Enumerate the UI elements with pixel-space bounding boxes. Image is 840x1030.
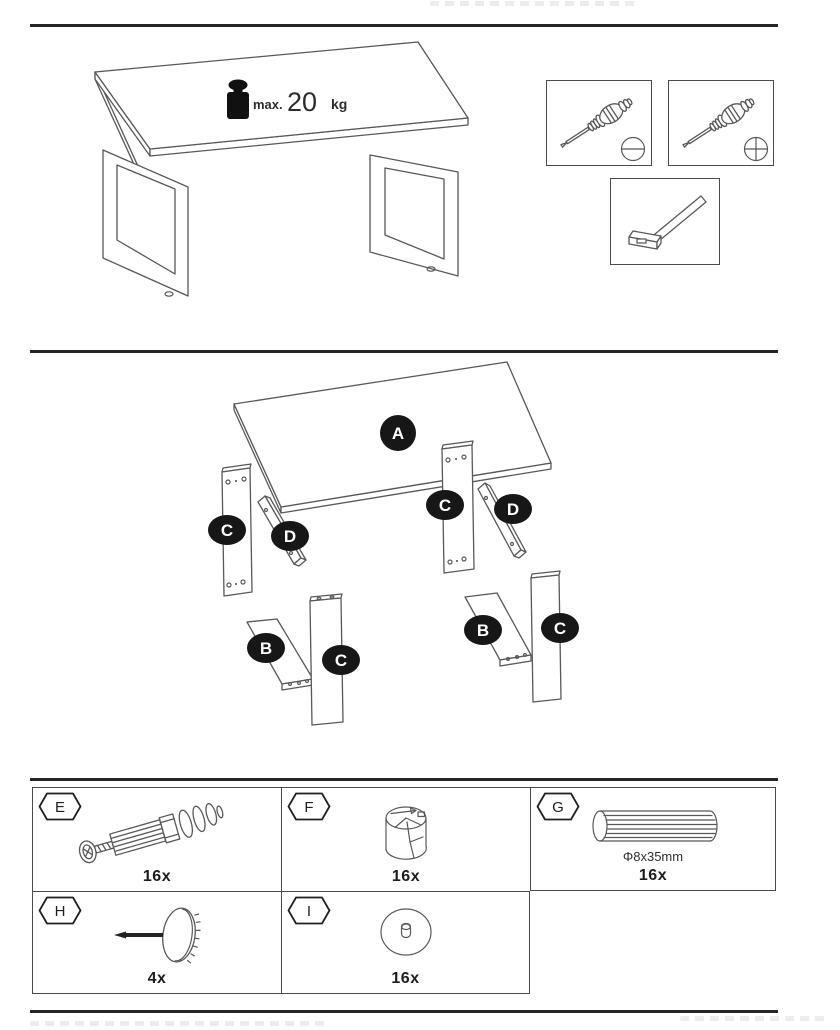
phillips-screwdriver-icon <box>669 81 773 165</box>
part-label-c-ul-text: C <box>220 521 234 540</box>
max-load-prefix: max. <box>253 97 283 112</box>
part-label-c-lower-left <box>322 645 360 675</box>
hex-badge-g <box>536 792 580 821</box>
hex-badge-h <box>38 896 82 925</box>
hex-badge-e-letter: E <box>54 799 66 816</box>
hex-badge-e <box>38 792 82 821</box>
part-label-c-ur-text: C <box>438 496 452 515</box>
part-label-d-upper-left <box>271 521 309 551</box>
dowel-dimension: Φ8x35mm <box>622 849 684 864</box>
cam-lock-icon <box>366 792 446 872</box>
part-label-c-upper-right <box>426 490 464 520</box>
separator-line-3 <box>30 778 778 781</box>
hex-badge-h-letter: H <box>54 903 66 920</box>
furniture-glide-icon <box>361 900 451 964</box>
max-load-value: 20 <box>287 87 318 117</box>
part-label-c-lower-right <box>541 613 579 643</box>
quantity-g: 16x <box>638 867 668 884</box>
part-label-d-ur-text: D <box>506 500 520 519</box>
flathead-screwdriver-icon <box>547 81 651 165</box>
hex-badge-i-letter: I <box>306 903 312 920</box>
table-left-leg-drawing <box>103 150 188 296</box>
hardware-table <box>32 787 776 994</box>
hardware-cell-h <box>32 891 281 994</box>
quantity-f: 16x <box>391 868 421 885</box>
part-label-b-lr-text: B <box>476 621 490 640</box>
part-label-a <box>380 415 416 451</box>
separator-line-4 <box>30 1010 778 1013</box>
cross-tip-symbol <box>745 138 768 161</box>
hardware-cell-f <box>281 787 530 891</box>
part-label-d-upper-right <box>494 494 532 524</box>
part-label-c-ll-text: C <box>334 651 348 670</box>
hex-badge-i <box>287 896 331 925</box>
tool-box-flathead <box>546 80 652 166</box>
part-label-c-upper-left <box>208 515 246 545</box>
hex-badge-f <box>287 792 331 821</box>
hardware-table-empty-slot <box>530 891 776 994</box>
part-label-c-lr-text: C <box>553 619 567 638</box>
assembled-table-illustration <box>50 38 520 328</box>
max-load-unit: kg <box>331 96 348 112</box>
weight-icon <box>227 80 249 120</box>
part-label-b-ll-text: B <box>259 639 273 658</box>
hammer-icon <box>611 179 719 264</box>
hex-badge-g-letter: G <box>552 799 564 816</box>
print-artifact-bottom-left <box>30 1021 330 1026</box>
quantity-h: 4x <box>147 970 167 987</box>
part-label-b-lower-left <box>247 633 285 663</box>
quantity-i: 16x <box>391 970 420 987</box>
hex-badge-f-letter: F <box>304 799 314 816</box>
table-right-leg-drawing <box>370 155 458 276</box>
part-label-d-ul-text: D <box>283 527 297 546</box>
quantity-e: 16x <box>142 868 172 885</box>
slotted-tip-symbol <box>622 138 645 161</box>
exploded-parts-diagram <box>180 350 600 750</box>
separator-line-1 <box>30 24 778 27</box>
cam-bolt-icon <box>54 792 257 870</box>
table-top-drawing <box>95 42 468 182</box>
tool-box-hammer <box>610 178 720 265</box>
hardware-cell-g <box>530 787 776 891</box>
part-label-b-lower-right <box>464 615 502 645</box>
nail-glide-icon <box>97 898 217 972</box>
print-artifact-top <box>430 1 640 6</box>
hardware-cell-i <box>281 891 530 994</box>
wooden-dowel-icon <box>578 800 728 852</box>
print-artifact-bottom-right <box>680 1016 830 1021</box>
hardware-cell-e <box>32 787 281 891</box>
tool-box-phillips <box>668 80 774 166</box>
part-label-a-text: A <box>391 424 405 443</box>
